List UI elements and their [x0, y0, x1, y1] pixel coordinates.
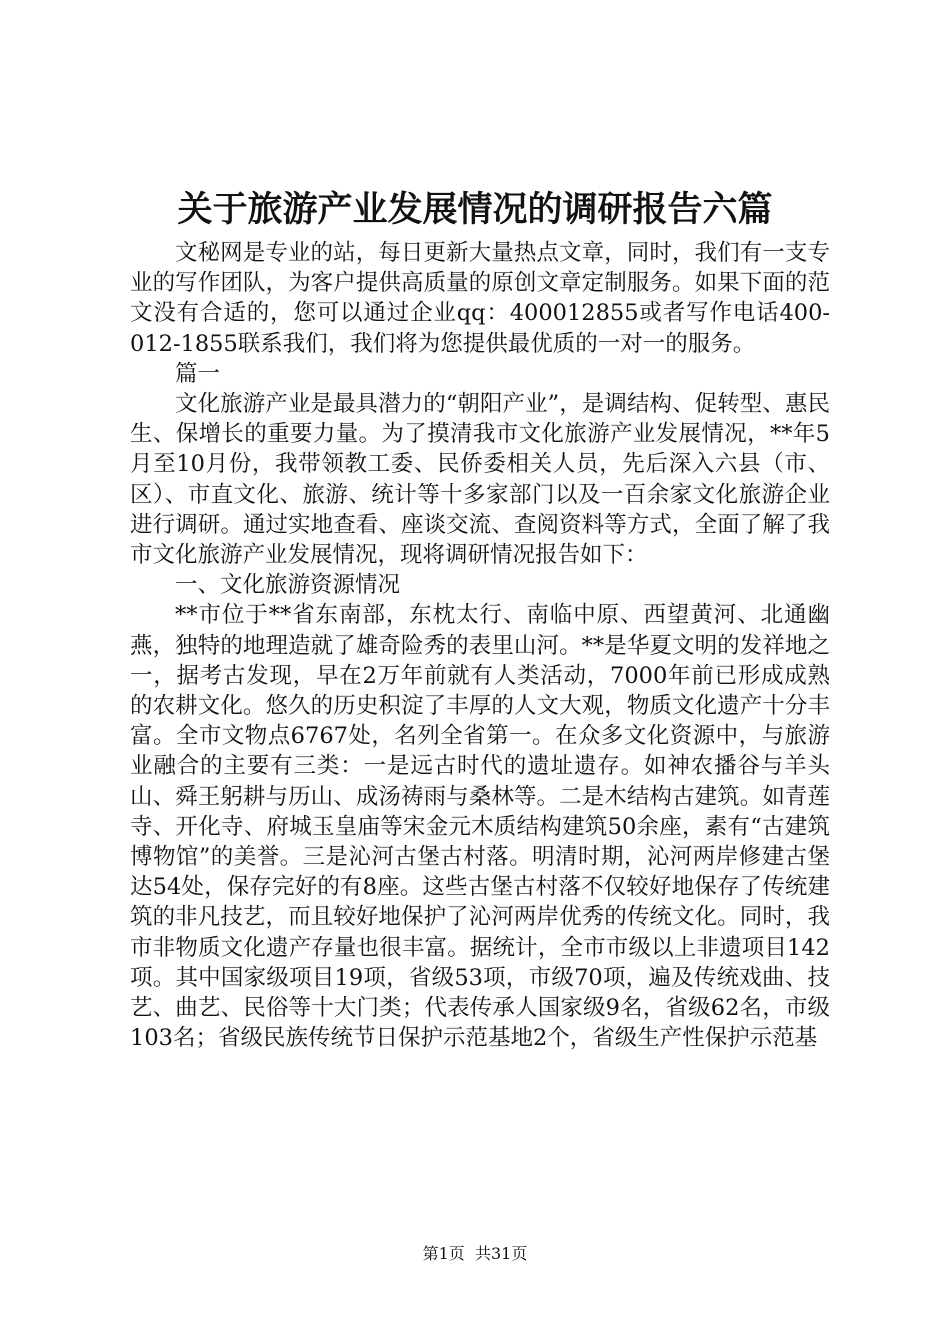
section-label: 篇一 [175, 360, 221, 387]
body-paragraph: 文化旅游产业是最具潜力的“朝阳产业”，是调结构、促转型、惠民生、保增长的重要力量。为了摸清我市文化旅游产业发展情况，**年5月至10月份，我带领教工委、民侨委相关人员，先后深入六县（市、区）、市直文化、旅游、统计等十多家部门以及一百余家文化旅游企业进行调研。通过实地查看、座谈交流、查阅资料等方式，全面了解了我市文化旅游产业发展情况，现将调研情况报告如下： [130, 391, 830, 569]
page-number: 第1页 [422, 1244, 465, 1263]
document-body [130, 238, 830, 1053]
document-title: 关于旅游产业发展情况的调研报告六篇 [177, 189, 773, 230]
intro-paragraph: 文秘网是专业的站，每日更新大量热点文章，同时，我们有一支专业的写作团队，为客户提供高质量的原创文章定制服务。如果下面的范文没有合适的，您可以通过企业qq：400012855或者写作电话400-012-1855联系我们，我们将为您提供最优质的一对一的服务。 [130, 240, 830, 357]
body-paragraph: **市位于**省东南部，东枕太行、南临中原、西望黄河、北通幽燕，独特的地理造就了雄奇险秀的表里山河。**是华夏文明的发祥地之一，据考古发现，早在2万年前就有人类活动，7000年前已形成成熟的农耕文化。悠久的历史积淀了丰厚的人文大观，物质文化遗产十分丰富。全市文物点6767处，名列全省第一。在众多文化资源中，与旅游业融合的主要有三类：一是远古时代的遗址遗存。如神农播谷与羊头山、舜王躬耕与历山、成汤祷雨与桑林等。二是木结构古建筑。如青莲寺、开化寺、府城玉皇庙等宋金元木质结构建筑50余座，素有“古建筑博物馆”的美誉。三是沁河古堡古村落。明清时期，沁河两岸修建古堡达54处，保存完好的有8座。这些古堡古村落不仅较好地保存了传统建筑的非凡技艺，而且较好地保护了沁河两岸优秀的传统文化。同时，我市非物质文化遗产存量也很丰富。据统计，全市市级以上非遗项目142项。其中国家级项目19项，省级53项，市级70项，遍及传统戏曲、技艺、曲艺、民俗等十大门类；代表传承人国家级9名，省级62名，市级103名；省级民族传统节日保护示范基地2个，省级生产性保护示范基 [130, 602, 830, 1052]
page-footer [0, 1243, 950, 1265]
section-heading: 一、文化旅游资源情况 [175, 572, 401, 599]
page-total: 共31页 [474, 1244, 528, 1263]
footer-separator [465, 1244, 475, 1263]
